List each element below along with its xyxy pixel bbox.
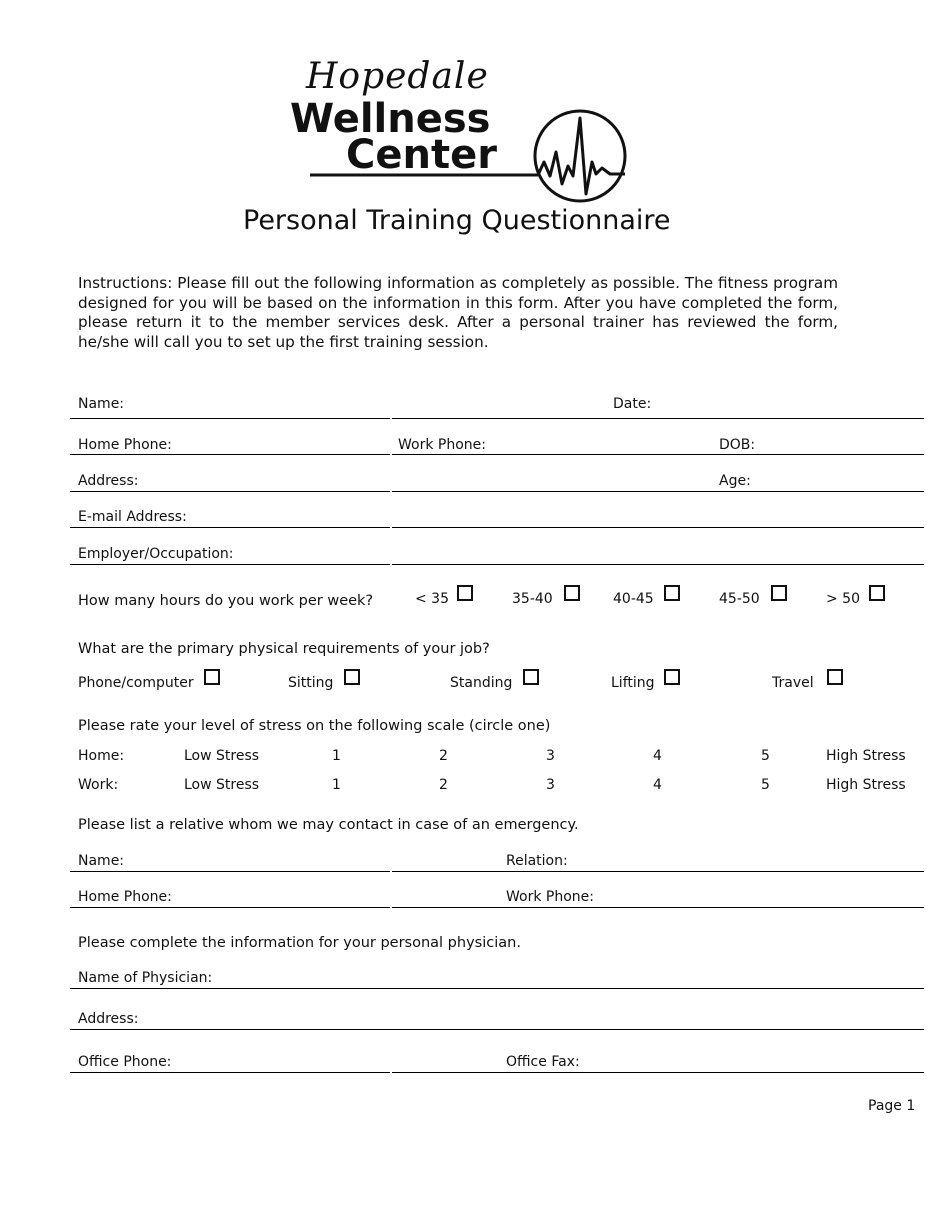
emergency-relation-field[interactable] — [392, 871, 924, 872]
stress-low-label: Low Stress — [184, 748, 260, 764]
stress-work-5[interactable]: 5 — [761, 777, 770, 793]
emergency-relation-label: Relation: — [506, 853, 568, 869]
requirement-option-label: Lifting — [611, 675, 655, 691]
email-field[interactable] — [70, 527, 390, 528]
requirement-option-label: Travel — [772, 675, 814, 691]
physician-name-label: Name of Physician: — [78, 970, 213, 986]
hours-40-45-checkbox[interactable] — [664, 585, 680, 601]
requirement-option-label: Standing — [450, 675, 513, 691]
home-phone-label: Home Phone: — [78, 437, 172, 453]
stress-home-2[interactable]: 2 — [439, 748, 448, 764]
stress-work-1[interactable]: 1 — [332, 777, 341, 793]
hours-gt50-checkbox[interactable] — [869, 585, 885, 601]
physician-name-field[interactable] — [70, 988, 924, 989]
name-date-field[interactable] — [392, 418, 924, 419]
stress-work-3[interactable]: 3 — [546, 777, 555, 793]
stress-home-5[interactable]: 5 — [761, 748, 770, 764]
name-label: Name: — [78, 396, 125, 412]
requirements-question: What are the primary physical requirements of your job? — [78, 641, 490, 657]
requirement-option-label: Sitting — [288, 675, 334, 691]
emergency-prompt: Please list a relative whom we may contact in case of an emergency. — [78, 817, 579, 833]
work-phone-label: Work Phone: — [398, 437, 486, 453]
physician-prompt: Please complete the information for your personal physician. — [78, 935, 521, 951]
emergency-home-phone-field[interactable] — [70, 907, 390, 908]
stress-high-label: High Stress — [826, 748, 906, 764]
stress-work-4[interactable]: 4 — [653, 777, 662, 793]
emergency-work-phone-label: Work Phone: — [506, 889, 594, 905]
page-number: Page 1 — [868, 1098, 916, 1114]
hours-option-label: 35-40 — [512, 591, 553, 607]
hours-45-50-checkbox[interactable] — [771, 585, 787, 601]
sitting-checkbox[interactable] — [344, 669, 360, 685]
hours-option-label: 45-50 — [719, 591, 760, 607]
stress-low-label: Low Stress — [184, 777, 260, 793]
stress-high-label: High Stress — [826, 777, 906, 793]
physician-office-fax-field[interactable] — [392, 1072, 924, 1073]
travel-checkbox[interactable] — [827, 669, 843, 685]
stress-home-1[interactable]: 1 — [332, 748, 341, 764]
physician-address-field[interactable] — [70, 1029, 924, 1030]
physician-office-phone-label: Office Phone: — [78, 1054, 172, 1070]
physician-office-phone-field[interactable] — [70, 1072, 390, 1073]
page-title: Personal Training Questionnaire — [243, 205, 671, 236]
physician-office-fax-label: Office Fax: — [506, 1054, 580, 1070]
stress-question: Please rate your level of stress on the following scale (circle one) — [78, 718, 551, 734]
instructions-paragraph: Instructions: Please fill out the following information as completely as possible. The fitness program designed for you will be based on the information in this form. After you have completed the form, please return it to the member services desk. After a personal trainer has reviewed the form, he/she will call you to set up the first training session. — [78, 274, 838, 351]
divider — [70, 418, 390, 419]
requirement-option-label: Phone/computer — [78, 675, 194, 691]
hours-lt35-checkbox[interactable] — [457, 585, 473, 601]
hours-option-label: < 35 — [415, 591, 449, 607]
address-label: Address: — [78, 473, 139, 489]
phone-computer-checkbox[interactable] — [204, 669, 220, 685]
employer-field[interactable] — [70, 564, 390, 565]
address-field-continued[interactable] — [392, 491, 924, 492]
stress-home-label: Home: — [78, 748, 125, 764]
employer-label: Employer/Occupation: — [78, 546, 234, 562]
logo-script-text: Hopedale — [306, 56, 489, 97]
stress-home-4[interactable]: 4 — [653, 748, 662, 764]
age-label: Age: — [719, 473, 751, 489]
home-phone-field[interactable] — [70, 454, 390, 455]
emergency-home-phone-label: Home Phone: — [78, 889, 172, 905]
physician-address-label: Address: — [78, 1011, 139, 1027]
emergency-name-label: Name: — [78, 853, 125, 869]
work-phone-field[interactable] — [392, 454, 924, 455]
emergency-name-field[interactable] — [70, 871, 390, 872]
stress-work-label: Work: — [78, 777, 119, 793]
dob-label: DOB: — [719, 437, 756, 453]
hours-option-label: > 50 — [826, 591, 860, 607]
emergency-work-phone-field[interactable] — [392, 907, 924, 908]
logo-center-text: Center — [346, 132, 497, 178]
employer-field-continued[interactable] — [392, 564, 924, 565]
hours-option-label: 40-45 — [613, 591, 654, 607]
stress-work-2[interactable]: 2 — [439, 777, 448, 793]
heartbeat-icon — [300, 104, 630, 208]
standing-checkbox[interactable] — [523, 669, 539, 685]
lifting-checkbox[interactable] — [664, 669, 680, 685]
hours-35-40-checkbox[interactable] — [564, 585, 580, 601]
hours-question: How many hours do you work per week? — [78, 593, 374, 609]
date-label: Date: — [613, 396, 652, 412]
address-field[interactable] — [70, 491, 390, 492]
logo-wellness-text: Wellness — [290, 96, 491, 142]
email-field-continued[interactable] — [392, 527, 924, 528]
stress-home-3[interactable]: 3 — [546, 748, 555, 764]
email-label: E-mail Address: — [78, 509, 187, 525]
